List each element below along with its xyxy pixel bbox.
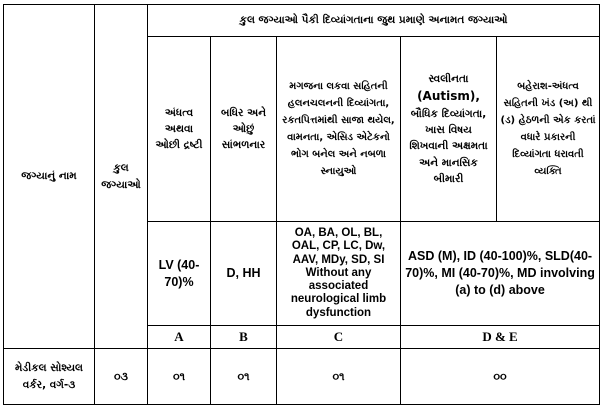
- category-d-desc-prefix: સ્વલીનતા: [428, 72, 469, 85]
- category-b-codes: D, HH: [211, 222, 277, 326]
- total-posts-cell: ૦૩: [95, 349, 148, 405]
- category-de-letter: D & E: [401, 326, 600, 349]
- post-name-header: જગ્યાનું નામ: [4, 5, 95, 349]
- category-a-codes: LV (40-70)%: [148, 222, 211, 326]
- category-b-letter: B: [211, 326, 277, 349]
- reserved-group-header: કુલ જગ્યાઓ પૈકી દિવ્યાંગતાના જુથ પ્રમાણે અનામત જગ્યાઓ: [148, 5, 600, 37]
- category-c-count: ૦૧: [277, 349, 401, 405]
- category-de-codes: ASD (M), ID (40-100)%, SLD(40-70)%, MI (40-70)%, MD involving (a) to (d) above: [401, 222, 600, 326]
- category-c-letter: C: [277, 326, 401, 349]
- category-b-description: બધિર અને ઓછું સાંભળનાર: [211, 37, 277, 222]
- post-name-cell: મેડીકલ સોશ્યલ વર્કર, વર્ગ-૩: [4, 349, 95, 405]
- reservation-table: [3, 4, 600, 405]
- category-c-codes: OA, BA, OL, BL, OAL, CP, LC, Dw, AAV, MDy, SD, SI Without any associated neurological limb dysfunction: [277, 222, 401, 326]
- category-b-count: ૦૧: [211, 349, 277, 405]
- category-c-description: મગજના લકવા સહિતની હલનચલનની દિવ્યાંગતા, રકતપિત્તમાંથી સાજા થયેલ, વામનતા, એસિડ એટેકનો ભોગ બનેલ અને નબળા સ્નાયુઓ: [277, 37, 401, 222]
- category-d-description: [401, 37, 497, 222]
- category-a-letter: A: [148, 326, 211, 349]
- category-d-desc-autism: (Autism),: [417, 89, 480, 104]
- category-e-description: બહેરાશ-અંધત્વ સહિતની ખંડ (અ) થી (ડ) હેઠળની એક કરતાં વધારે પ્રકારની દિવ્યાંગતા ધરાવતી વ્યક્તિ: [497, 37, 600, 222]
- category-a-count: ૦૧: [148, 349, 211, 405]
- category-d-desc-rest: બૌધિક દિવ્યાંગતા, ખાસ વિષય શિખવાની અક્ષમતા અને માનસિક બીમારી: [409, 107, 488, 185]
- total-posts-header: કુલ જગ્યાઓ: [95, 5, 148, 349]
- category-de-count: ૦૦: [401, 349, 600, 405]
- table-row: [4, 349, 600, 405]
- category-a-description: અંધત્વ અથવા ઓછી દ્રષ્ટી: [148, 37, 211, 222]
